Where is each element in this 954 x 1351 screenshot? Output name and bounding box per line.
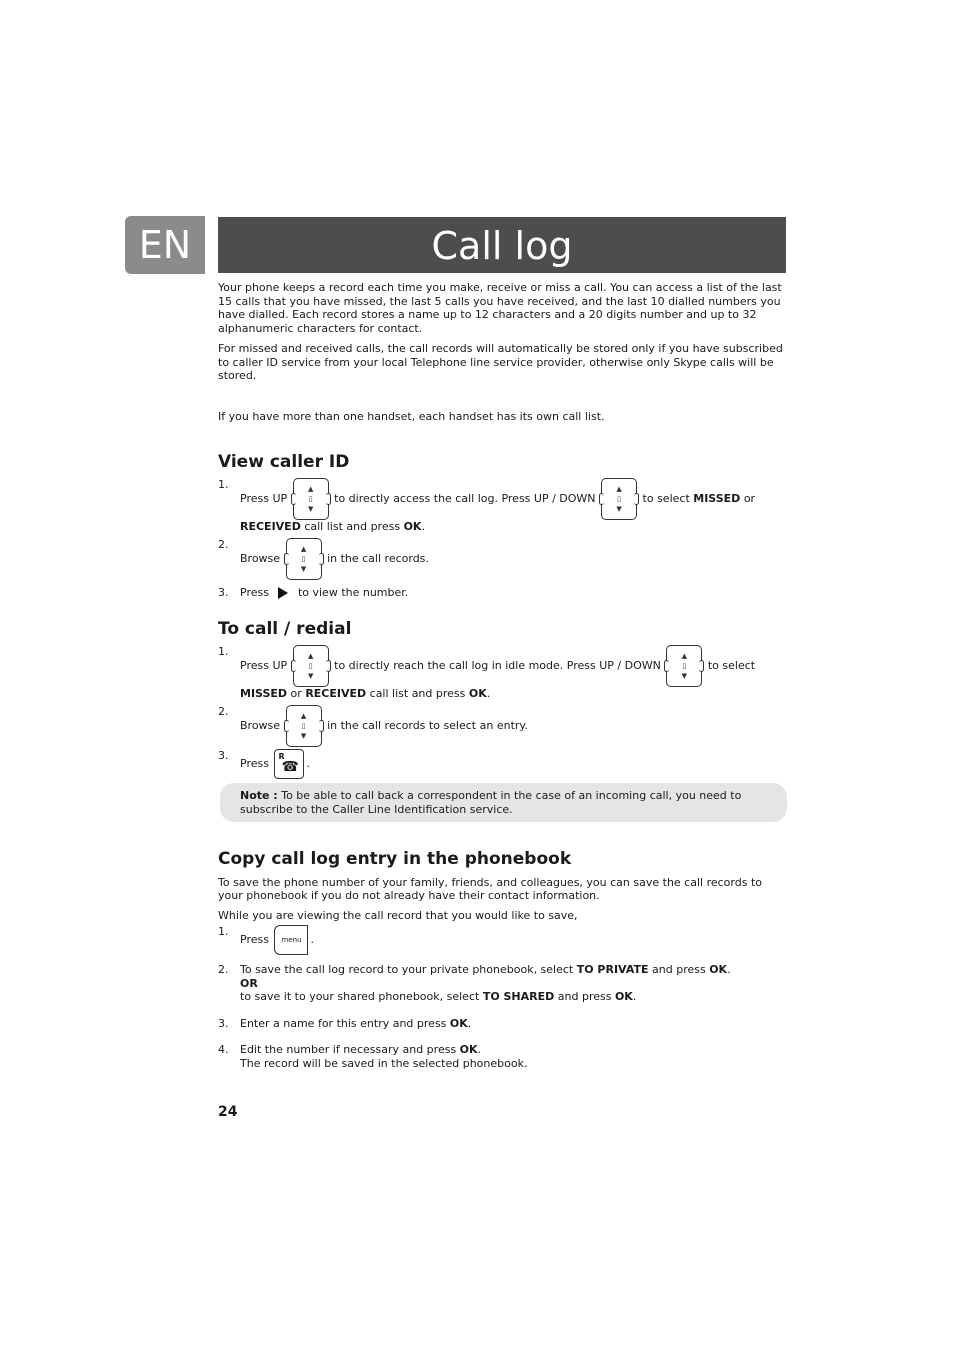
page-title: Call log [218, 217, 786, 273]
section-heading-copy-entry: Copy call log entry in the phonebook [218, 848, 572, 869]
list-item: 4. Edit the number if necessary and press OK. The record will be saved in the selected phonebook. [218, 1043, 528, 1070]
menu-key-icon: menu [274, 925, 308, 955]
navigation-key-icon: ▲ ▯ ▼ [286, 538, 322, 580]
steps-view-caller-id [218, 478, 786, 599]
list-item: 2. Browse ▲ ▯ ▼ in the call records. [218, 538, 786, 580]
page-content [218, 281, 786, 1070]
intro-paragraph: Your phone keeps a record each time you make, receive or miss a call. You can access a list of the last 15 calls that you have missed, the last 5 calls you have received, and the last 10 dialled numbers you have dialled. Each record stores a name up to 12 characters and a 20 digits number and up to 32 alphanumeric characters for contact. [218, 281, 782, 335]
list-item: 3. Press R ☎ . [218, 749, 786, 779]
note-box [220, 783, 787, 822]
talk-key-icon: R ☎ [274, 749, 304, 779]
list-item: 1. Press menu . [218, 925, 786, 955]
navigation-key-icon: ▲ ▯ ▼ [286, 705, 322, 747]
body-paragraph: While you are viewing the call record that you would like to save, [218, 908, 578, 922]
intro-paragraph: If you have more than one handset, each handset has its own call list. [218, 409, 605, 423]
steps-copy-entry [218, 925, 786, 1070]
steps-call-redial [218, 645, 786, 779]
list-item: 1. Press UP ▲ ▯ ▼ to directly access the call log. Press UP / DOWN ▲ ▯ ▼ to select MISSED or RECEIVED call list and press OK. [218, 478, 756, 533]
navigation-key-icon: ▲ ▯ ▼ [293, 645, 329, 687]
list-item: 1. Press UP ▲ ▯ ▼ to directly reach the call log in idle mode. Press UP / DOWN ▲ ▯ ▼ to select MISSED or RECEIVED call list and press OK. [218, 645, 756, 700]
navigation-key-icon: ▲ ▯ ▼ [601, 478, 637, 520]
intro-paragraph: For missed and received calls, the call records will automatically be stored only if you have subscribed to caller ID service from your local Telephone line service provider, otherwise only Skype calls will be stored. [218, 342, 783, 382]
language-tab: EN [125, 216, 205, 274]
section-heading-call-redial: To call / redial [218, 619, 352, 639]
list-item: 3. Press to view the number. [218, 585, 409, 599]
navigation-key-icon: ▲ ▯ ▼ [666, 645, 702, 687]
page-number: 24 [218, 1104, 238, 1120]
section-heading-view-caller-id: View caller ID [218, 452, 350, 472]
navigation-key-icon: ▲ ▯ ▼ [293, 478, 329, 520]
body-paragraph: To save the phone number of your family, friends, and colleagues, you can save the call records to your phonebook if you do not already have their contact information. [218, 875, 762, 902]
note-label: Note : [240, 789, 278, 802]
list-item: 2. To save the call log record to your private phonebook, select TO PRIVATE and press OK. OR to save it to your shared phonebook, select TO SHARED and press OK. [218, 963, 731, 1003]
note-text: To be able to call back a correspondent in the case of an incoming call, you need to subscribe to the Caller Line Identification service. [240, 789, 742, 816]
right-arrow-key-icon [278, 587, 288, 599]
list-item: 3. Enter a name for this entry and press OK. [218, 1016, 472, 1030]
list-item: 2. Browse ▲ ▯ ▼ in the call records to select an entry. [218, 705, 786, 747]
